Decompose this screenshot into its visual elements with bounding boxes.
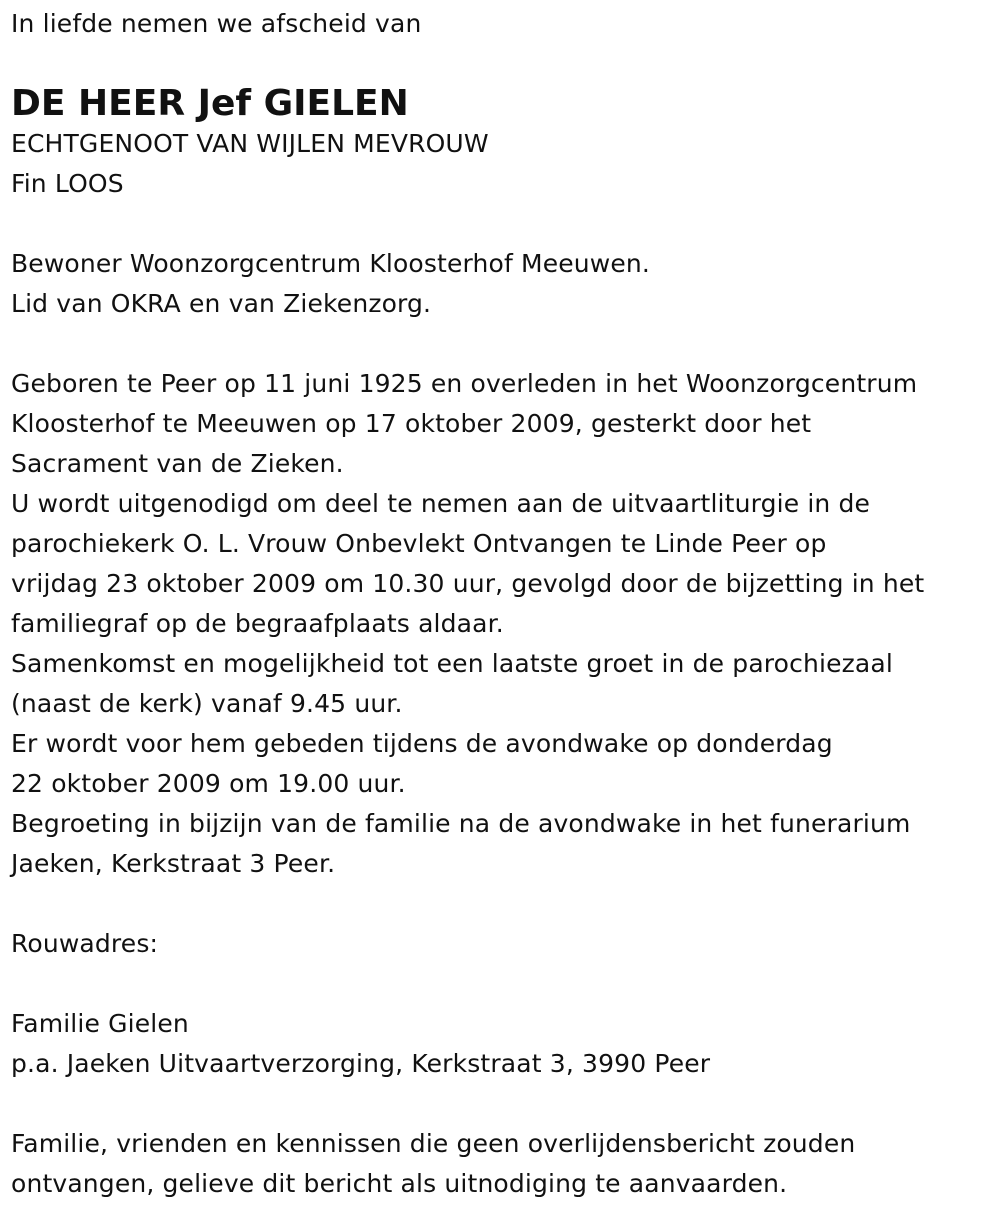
closing-line-1: Familie, vrienden en kennissen die geen overlijdensbericht zouden <box>11 1129 856 1158</box>
spacer <box>11 1084 991 1124</box>
spacer <box>11 324 991 364</box>
residence-line-2: Lid van OKRA en van Ziekenzorg. <box>11 289 432 318</box>
closing-line-2: ontvangen, gelieve dit bericht als uitnodiging te aanvaarden. <box>11 1169 788 1198</box>
body-line-10: Er wordt voor hem gebeden tijdens de avondwake op donderdag <box>11 729 833 758</box>
body-line-12: Begroeting in bijzijn van de familie na de avondwake in het funerarium <box>11 809 911 838</box>
address-line-1: Familie Gielen <box>11 1009 189 1038</box>
body-line-6: vrijdag 23 oktober 2009 om 10.30 uur, gevolgd door de bijzetting in het <box>11 569 925 598</box>
body-line-1: Geboren te Peer op 11 juni 1925 en overleden in het Woonzorgcentrum <box>11 369 918 398</box>
body-line-11: 22 oktober 2009 om 19.00 uur. <box>11 769 406 798</box>
body-line-8: Samenkomst en mogelijkheid tot een laatste groet in de parochiezaal <box>11 649 893 678</box>
body-line-7: familiegraf op de begraafplaats aldaar. <box>11 609 504 638</box>
spacer <box>11 204 991 244</box>
address-line-2: p.a. Jaeken Uitvaartverzorging, Kerkstraat 3, 3990 Peer <box>11 1049 711 1078</box>
intro-text: In liefde nemen we afscheid van <box>11 9 422 38</box>
residence-line-1: Bewoner Woonzorgcentrum Kloosterhof Meeuwen. <box>11 249 650 278</box>
spouse-line-1: ECHTGENOOT VAN WIJLEN MEVROUW <box>11 129 489 158</box>
death-notice <box>11 4 991 1204</box>
body-line-13: Jaeken, Kerkstraat 3 Peer. <box>11 849 336 878</box>
spacer <box>11 44 991 84</box>
address-label: Rouwadres: <box>11 929 159 958</box>
deceased-name: DE HEER Jef GIELEN <box>11 83 409 124</box>
body-line-2: Kloosterhof te Meeuwen op 17 oktober 2009, gesterkt door het <box>11 409 812 438</box>
body-line-9: (naast de kerk) vanaf 9.45 uur. <box>11 689 403 718</box>
spacer <box>11 884 991 924</box>
spouse-line-2: Fin LOOS <box>11 169 124 198</box>
spacer <box>11 964 991 1004</box>
body-line-5: parochiekerk O. L. Vrouw Onbevlekt Ontvangen te Linde Peer op <box>11 529 827 558</box>
body-line-3: Sacrament van de Zieken. <box>11 449 344 478</box>
body-line-4: U wordt uitgenodigd om deel te nemen aan de uitvaartliturgie in de <box>11 489 871 518</box>
